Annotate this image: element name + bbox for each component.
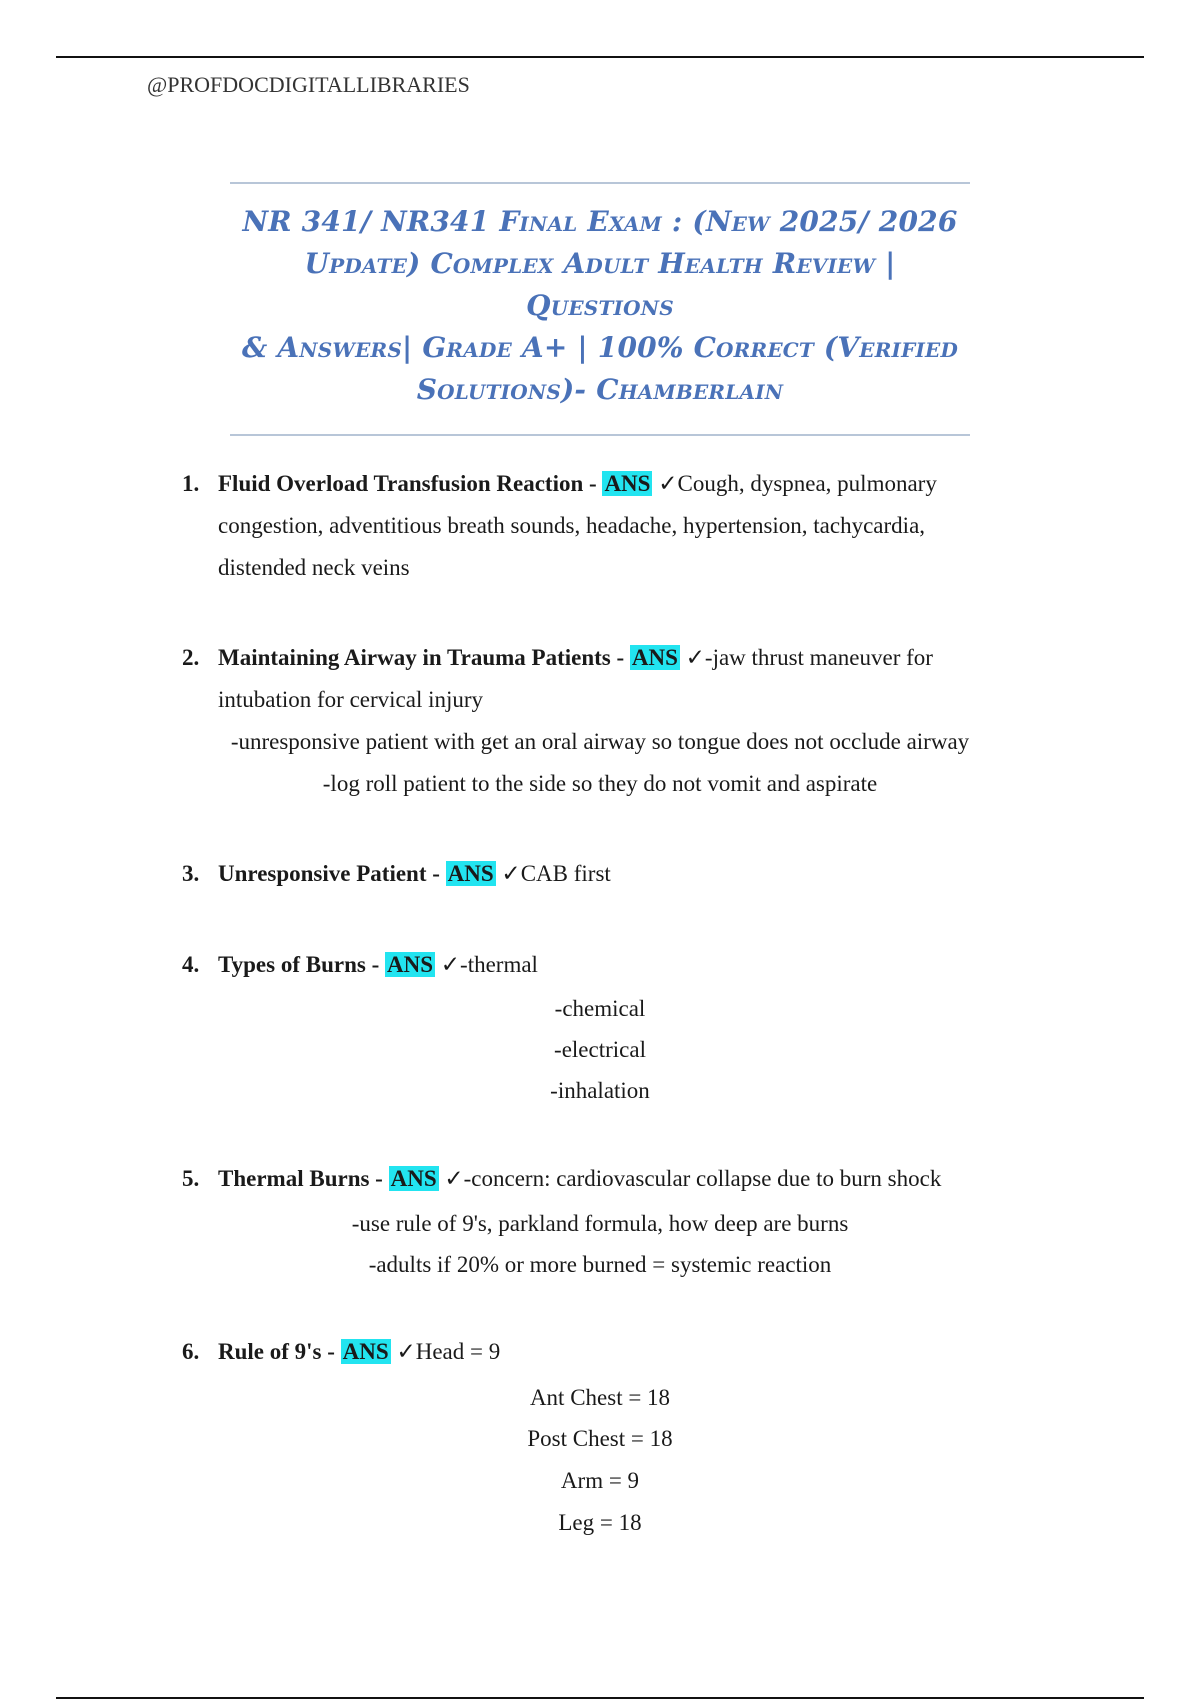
title-line-1: NR 341/ NR341 Final Exam : (New 2025/ 2026 [242,205,958,238]
title-line-3: & Answers| Grade A+ | 100% Correct (Verified [241,331,959,364]
answer-text: ✓CAB first [501,861,611,886]
question-number: 2. [182,645,200,670]
answer-text: ✓Cough, dyspnea, pulmonary [658,471,937,496]
top-rule [56,56,1144,58]
question-number: 6. [182,1339,200,1364]
question-5 [182,1158,1042,1200]
answer-centered-line: Post Chest = 18 [527,1426,673,1451]
question-number: 4. [182,952,200,977]
answer-centered-line: -log roll patient to the side so they do not vomit and aspirate [322,771,878,796]
answer-text: ✓-concern: cardiovascular collapse due to burn shock [444,1166,942,1191]
question-3 [182,853,1042,895]
ans-badge: ANS [342,1339,389,1364]
title-line-4: Solutions)- Chamberlain [416,373,784,406]
question-term: Maintaining Airway in Trauma Patients - [218,645,625,670]
ans-badge: ANS [631,645,678,670]
answer-centered-line: -electrical [554,1037,646,1062]
answer-continuation: congestion, adventitious breath sounds, headache, hypertension, tachycardia, [218,513,926,538]
answer-centered-line: -use rule of 9's, parkland formula, how deep are burns [351,1211,849,1236]
ans-badge: ANS [604,471,651,496]
title-line-2: Update) Complex Adult Health Review | Questions [304,247,896,322]
question-term: Unresponsive Patient - [218,861,440,886]
question-1 [182,463,1042,589]
question-line [182,637,1042,679]
answer-text: ✓-jaw thrust maneuver for [685,645,933,670]
answer-centered-line: -adults if 20% or more burned = systemic reaction [368,1252,832,1277]
title-box [230,182,970,436]
question-line [182,463,1042,505]
question-4 [182,944,1042,986]
bottom-rule [56,1697,1144,1699]
question-term: Types of Burns - [218,952,380,977]
answer-continuation: distended neck veins [218,555,410,580]
answer-centered-line: -inhalation [550,1078,650,1103]
ans-badge: ANS [390,1166,437,1191]
ans-badge: ANS [387,952,434,977]
question-term: Fluid Overload Transfusion Reaction - [218,471,597,496]
question-line [182,1331,1042,1373]
answer-text: ✓-thermal [440,952,538,977]
question-line [182,944,1042,986]
question-number: 3. [182,861,200,886]
question-line [182,1158,1042,1200]
question-line [182,853,1042,895]
answer-text: ✓Head = 9 [396,1339,501,1364]
question-2 [182,637,1042,721]
answer-centered-line: Leg = 18 [558,1510,642,1535]
answer-centered-line: -chemical [554,996,646,1021]
answer-continuation: intubation for cervical injury [218,687,484,712]
answer-centered-line: Arm = 9 [560,1468,640,1493]
question-6 [182,1331,1042,1373]
question-term: Rule of 9's - [218,1339,335,1364]
answer-centered-line: -unresponsive patient with get an oral airway so tongue does not occlude airway [230,729,970,754]
ans-badge: ANS [447,861,494,886]
question-term: Thermal Burns - [218,1166,383,1191]
question-number: 1. [182,471,200,496]
answer-centered-line: Ant Chest = 18 [529,1385,671,1410]
question-number: 5. [182,1166,200,1191]
header-handle: @PROFDOCDIGITALLIBRARIES [147,72,470,97]
